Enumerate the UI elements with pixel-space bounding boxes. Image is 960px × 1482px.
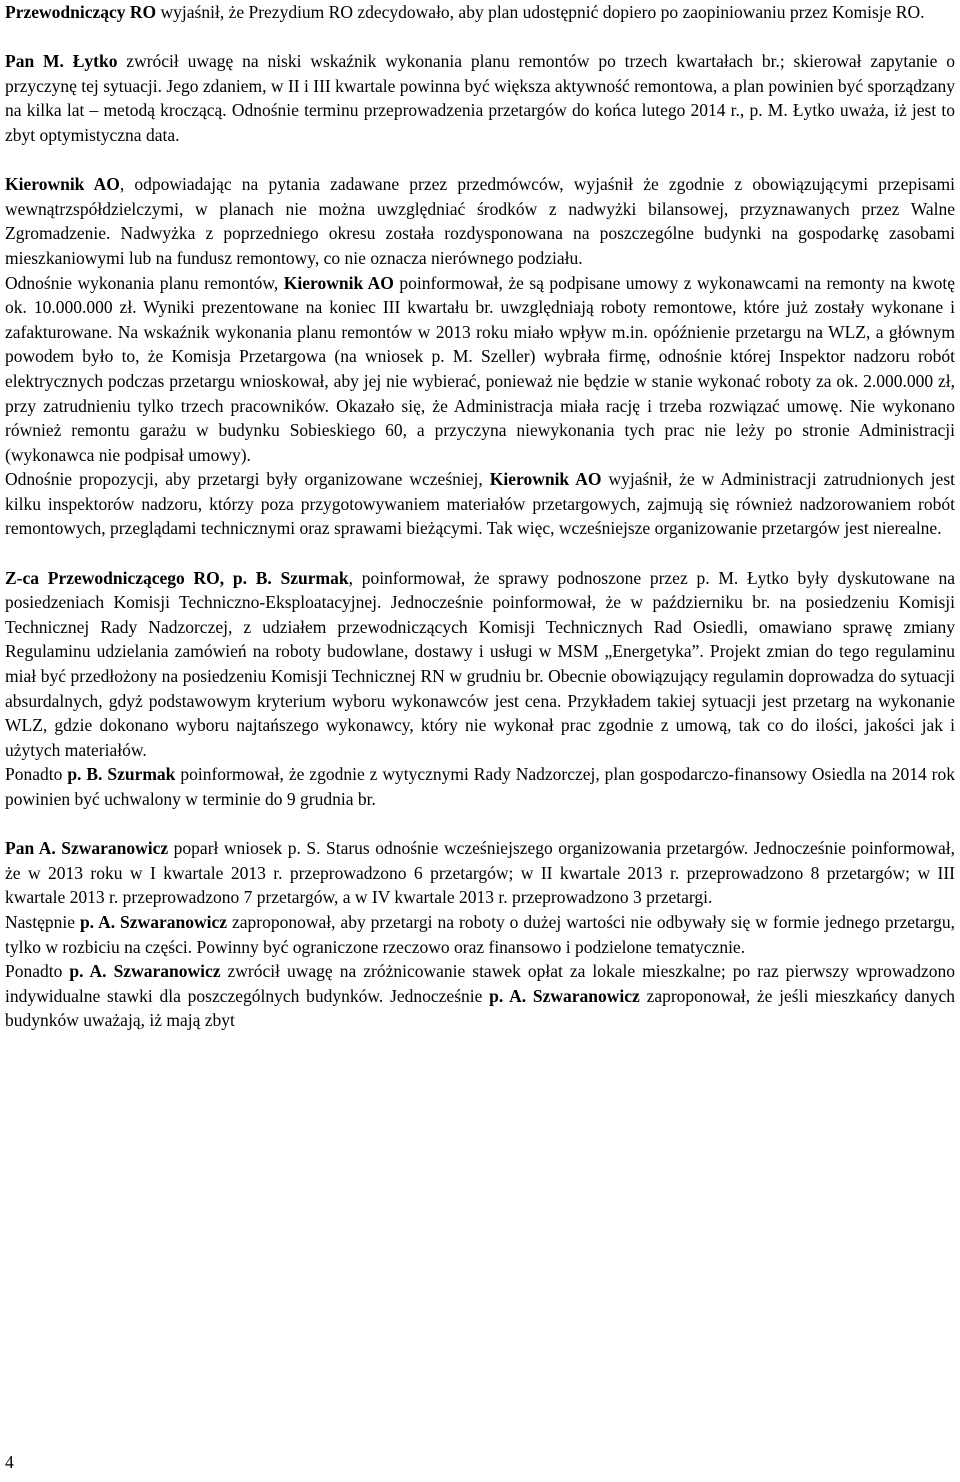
speaker-name: p. A. Szwaranowicz [489,985,640,1006]
paragraph-text: zaproponował, aby przetargi na roboty o dużej wartości nie odbywały się w formie jednego przetargu, tylko w rozbiciu na części. Powinny być ograniczone rzeczowo oraz finansowo i podzielone tematycznie. [5,911,956,957]
paragraph-p3 [5,172,955,270]
speaker-name: Kierownik AO [283,272,394,293]
paragraph-spacer [5,148,955,173]
paragraph-text: Odnośnie wykonania planu remontów, [5,272,284,293]
speaker-name: Pan M. Łytko [5,51,118,72]
paragraph-text: Ponadto [5,764,68,785]
paragraph-text: wyjaśnił, że Prezydium RO zdecydowało, aby plan udostępnić dopiero po zaopiniowaniu przez Komisje RO. [156,2,925,22]
speaker-name: p. B. Szurmak [67,764,176,785]
paragraph-p10 [5,959,955,1033]
paragraph-spacer [5,541,955,566]
paragraph-p5 [5,467,955,541]
speaker-name: Przewodniczący RO [5,2,157,22]
paragraph-p4 [5,271,955,468]
paragraph-p7 [5,762,955,811]
page-number: 4 [5,1452,14,1472]
paragraph-text: Następnie [5,911,80,932]
paragraph-text: zwrócił uwagę na niski wskaźnik wykonania planu remontów po trzech kwartałach br.; skierował zapytanie o przyczynę tej sytuacji. Jego zdaniem, w II i III kwartale powinna być większa aktywność remontowa, a plan powinien być sporządzany na kilka lat – metodą kroczącą. Odnośnie terminu przeprowadzenia przetargów do końca lutego 2014 r., p. M. Łytko uważa, iż jest to zbyt optymistyczna data. [5,51,955,145]
paragraph-text: poinformował, że są podpisane umowy z wykonawcami na remonty na kwotę ok. 10.000.000 zł. Wyniki prezentowane na koniec III kwartału br. uwzględniają roboty remontowe, które już zostały wykonane i zafakturowane. Na wskaźnik wykonania planu remontów w 2013 roku miało wpływ m.in. opóźnienie przetargu na WLZ, a głównym powodem było to, że Komisja Przetargowa (na wniosek p. M. Szeller) wybrała firmę, odnośnie której Inspektor nadzoru robót elektrycznych podczas przetargu wnioskował, aby jej nie wybierać, ponieważ nie będzie w stanie wykonać roboty za ok. 2.000.000 zł, przy zatrudnieniu tylko trzech pracowników. Okazało się, że Administracja miała rację i trzeba rozwiązać umowę. Nie wykonano również remontu garażu w budynku Sobieskiego 60, a przyczyna niewykonania tych prac nie leży po stronie Administracji (wykonawca nie podpisał umowy). [5,272,955,465]
paragraph-text: poinformował, że zgodnie z wytycznymi Rady Nadzorczej, plan gospodarczo-finansowy Osiedla na 2014 rok powinien być uchwalony w terminie do 9 grudnia br. [5,764,955,809]
paragraph-text: Ponadto [5,961,70,982]
paragraph-text: , poinformował, że sprawy podnoszone przez p. M. Łytko były dyskutowane na posiedzeniach Komisji Techniczno-Eksploatacyjnej. Jednocześnie poinformował, że w październiku br. na posiedzeniu Komisji Technicznej Rady Nadzorczej, z udziałem przewodniczących Komisji Technicznych Rad Osiedli, omawiano sprawę zmiany Regulaminu udzielania zamówień na roboty budowlane, dostawy i usługi w MSM „Energetyka”. Projekt zmian do tego regulaminu miał być przedłożony na posiedzeniu Komisji Technicznej RN w grudniu br. Obecnie obowiązujący regulamin doprowadza do sytuacji absurdalnych, gdyż podstawowym kryterium wyboru wykonawców jest cena. Przykładem takiej sytuacji jest przetarg na wykonanie WLZ, gdzie dokonano wyboru najtańszego wykonawcy, który nie wykonał prac zgodnie z umową, tak co do ilości, jakości jak i użytych materiałów. [5,567,955,760]
paragraph-p2 [5,49,955,147]
paragraph-p6 [5,566,955,763]
paragraph-text: Odnośnie propozycji, aby przetargi były organizowane wcześniej, [5,469,490,490]
paragraph-text: zaproponował, że jeśli mieszkańcy danych budynków uważają, iż mają zbyt [5,985,955,1031]
paragraph-text: wyjaśnił, że w Administracji zatrudnionych jest kilku inspektorów nadzoru, którzy poza przygotowywaniem materiałów przetargowych, zajmują się również nadzorowaniem robót remontowych, przeglądami technicznymi oraz sprawami bieżącymi. Tak więc, wcześniejsze organizowanie przetargów jest nierealne. [5,469,955,539]
paragraph-text: zwrócił uwagę na zróżnicowanie stawek opłat za lokale mieszkalne; po raz pierwszy wprowadzono indywidualne stawki dla poszczególnych budynków. Jednocześnie [5,961,955,1006]
speaker-name: Kierownik AO [5,174,120,195]
paragraph-p9 [5,910,955,959]
speaker-name: Kierownik AO [489,469,602,490]
paragraph-text: , odpowiadając na pytania zadawane przez przedmówców, wyjaśnił że zgodnie z obowiązującymi przepisami wewnątrzspółdzielczymi, w planach nie można uwzględniać środków z nadwyżki bilansowej, przyznawanych przez Walne Zgromadzenie. Nadwyżka z poprzedniego okresu została rozdysponowana na poszczególne budynki na gospodarkę zasobami mieszkaniowymi lub na fundusz remontowy, co nie oznacza nierównego podziału. [5,174,956,268]
speaker-name: p. A. Szwaranowicz [69,961,221,982]
paragraph-p8 [5,836,955,910]
speaker-name: Pan A. Szwaranowicz [5,838,169,859]
speaker-name: Z-ca Przewodniczącego RO, p. B. Szurmak [5,567,349,588]
paragraph-p1 [5,0,955,25]
paragraph-spacer [5,25,955,50]
paragraph-text: poparł wniosek p. S. Starus odnośnie wcześniejszego organizowania przetargów. Jednocześnie poinformował, że w 2013 roku w I kwartale 2013 r. przeprowadzono 6 przetargów; w II kwartale 2013 r. przeprowadzono 8 przetargów; w III kwartale 2013 r. przeprowadzono 7 przetargów, a w IV kwartale 2013 r. przeprowadzono 3 przetargi. [5,838,955,908]
paragraph-spacer [5,812,955,837]
document-page [5,0,955,1033]
speaker-name: p. A. Szwaranowicz [79,911,227,932]
